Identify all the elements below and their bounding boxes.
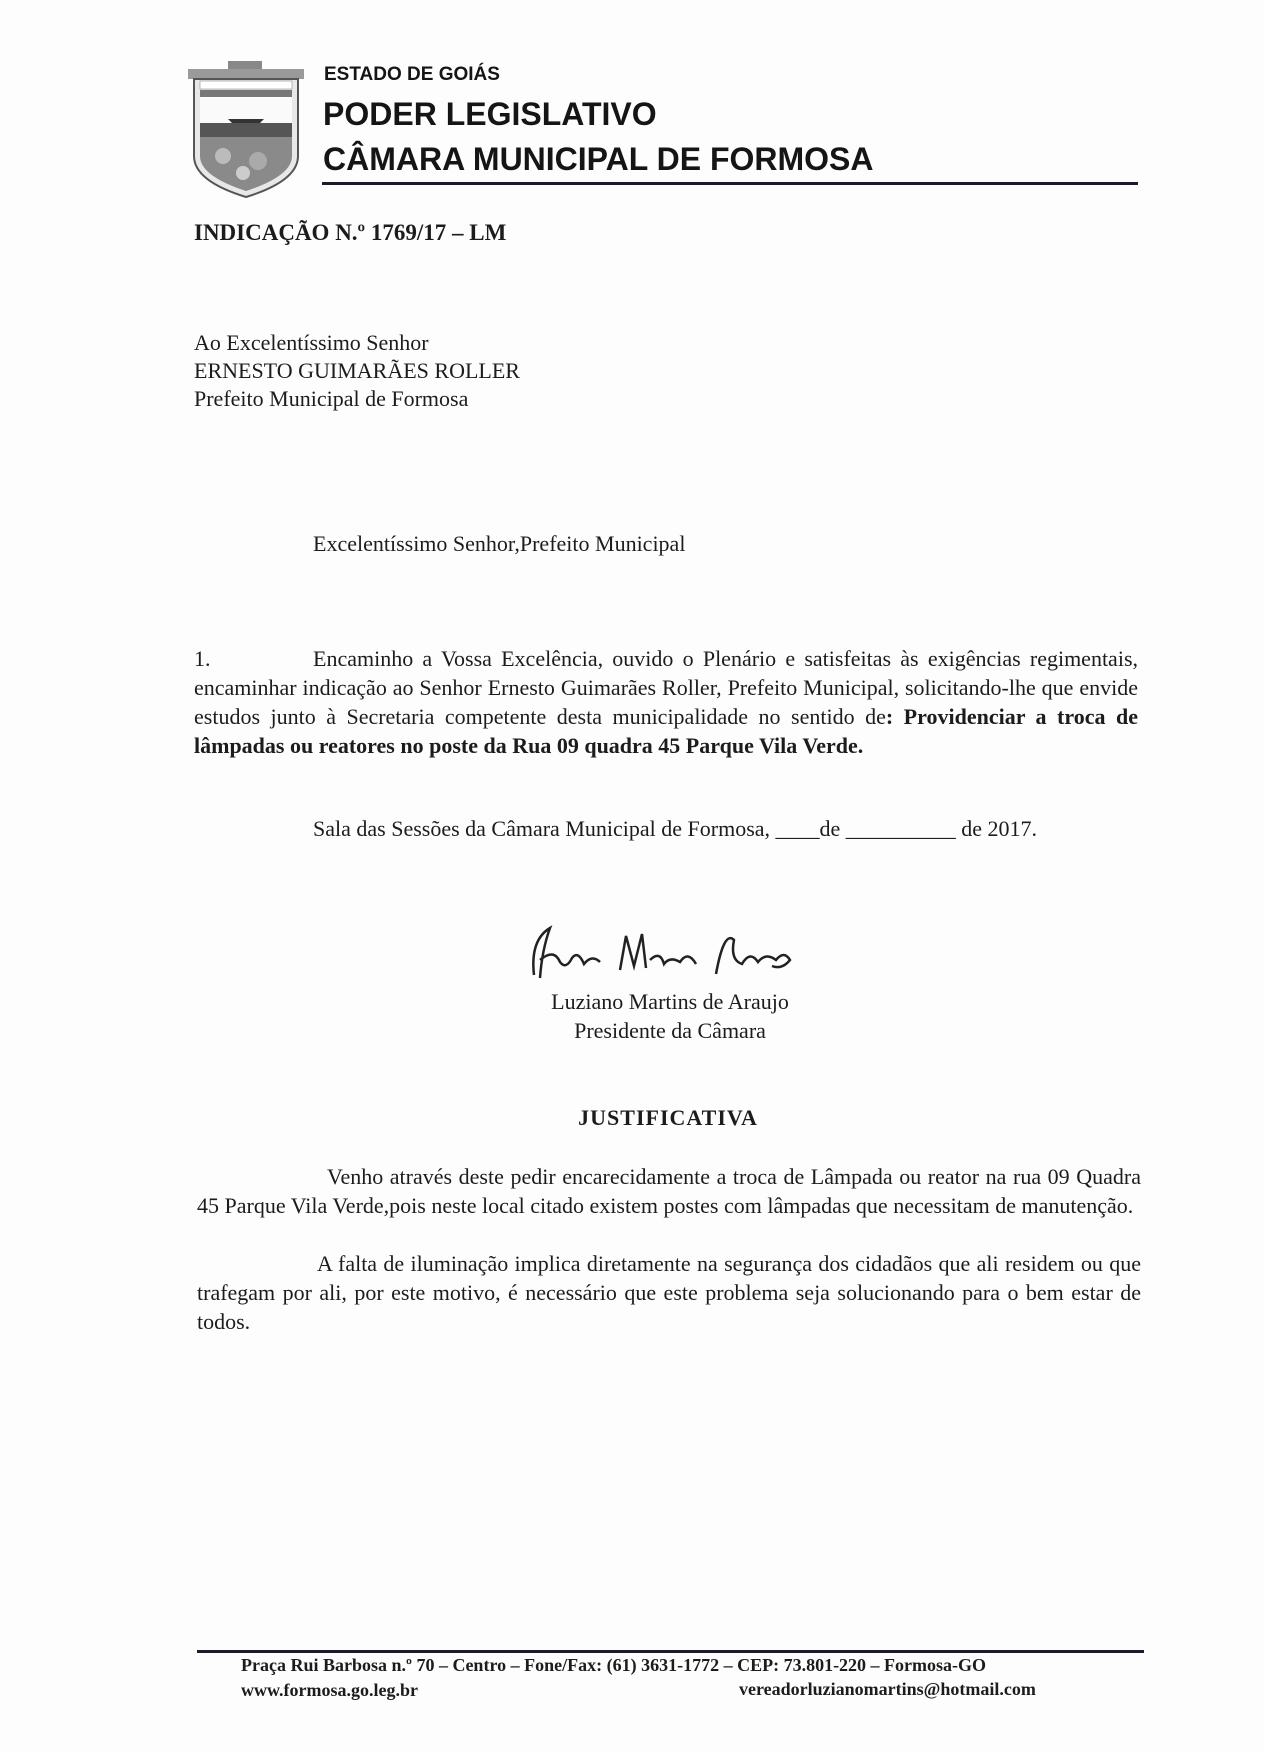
document-number: INDICAÇÃO N.º 1769/17 – LM <box>194 220 507 245</box>
addressee-line2: ERNESTO GUIMARÃES ROLLER <box>194 358 520 383</box>
header-branch: PODER LEGISLATIVO <box>323 96 657 132</box>
sessions-line: Sala das Sessões da Câmara Municipal de Formosa, ____de __________ de 2017. <box>313 816 1038 841</box>
header-state: ESTADO DE GOIÁS <box>324 64 500 85</box>
handwritten-signature <box>520 920 800 990</box>
salutation: Excelentíssimo Senhor,Prefeito Municipal <box>313 531 686 556</box>
signatory-name: Luziano Martins de Araujo <box>551 989 789 1014</box>
header-rule <box>322 182 1138 185</box>
justification-paragraph-1: Venho através deste pedir encarecidamente a troca de Lâmpada ou reator na rua 09 Quadra 45 Parque Vila Verde,pois neste local citado existem postes com lâmpadas que necessitam de manutenção. <box>197 1164 1141 1218</box>
footer-rule <box>197 1650 1144 1653</box>
paragraph-text: Encaminho a Vossa Excelência, ouvido o Plenário e satisfeitas às exigências regimentais, encaminhar indicação ao Senhor Ernesto Guimarães Roller, Prefeito Municipal, solicitando-lhe que envide estudos junto à Secretaria competente desta municipalidade no sentido de <box>194 646 1138 729</box>
footer-address: Praça Rui Barbosa n.º 70 – Centro – Fone/Fax: (61) 3631-1772 – CEP: 73.801-220 – Formosa-GO <box>241 1655 987 1675</box>
justification-paragraph-2: A falta de iluminação implica diretamente na segurança dos cidadãos que ali residem ou que trafegam por ali, por este motivo, é necessário que este problema seja solucionando para o bem estar de todos. <box>197 1251 1141 1334</box>
footer-website[interactable]: www.formosa.go.leg.br <box>241 1680 418 1700</box>
footer-email[interactable]: vereadorluzianomartins@hotmail.com <box>739 1679 1036 1699</box>
addressee-line3: Prefeito Municipal de Formosa <box>194 386 469 411</box>
municipal-coat-of-arms-logo <box>188 61 304 199</box>
paragraph-number: 1. <box>194 646 211 671</box>
signatory-title: Presidente da Câmara <box>574 1018 766 1043</box>
justification-heading: JUSTIFICATIVA <box>578 1105 758 1130</box>
header-chamber: CÂMARA MUNICIPAL DE FORMOSA <box>323 141 874 177</box>
paragraph-1 <box>194 644 1138 760</box>
addressee-line1: Ao Excelentíssimo Senhor <box>194 330 429 355</box>
paragraph-request: : Providenciar a troca de lâmpadas ou reatores no poste da Rua 09 quadra 45 Parque Vila Verde. <box>194 704 1138 758</box>
